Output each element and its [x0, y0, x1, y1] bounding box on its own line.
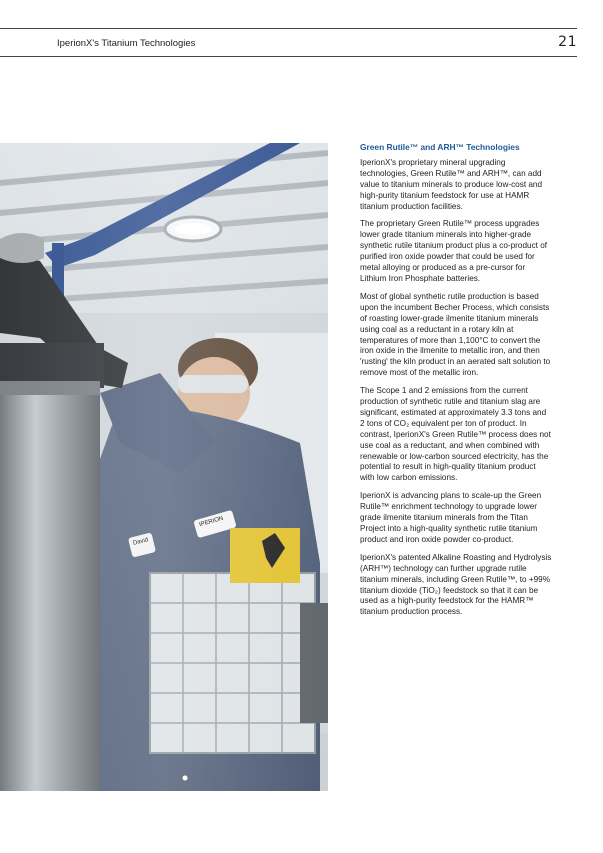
page-number: 21: [558, 34, 577, 50]
article-paragraph-2: The proprietary Green Rutile™ process upgrades lower grade titanium minerals into higher-grade synthetic rutile titanium product plus a co-product of purified iron oxide powder that could be used for metal alloying or produced as a pre-cursor for Lithium Iron Phosphate batteries.: [360, 219, 548, 283]
article-paragraph-6: IperionX's patented Alkaline Roasting and Hydrolysis (ARH™) technology can further upgrade rutile titanium minerals, including Green Rutile™, to +99% titanium dioxide (TiO₂) feedstock so that it can be used as a high-purity feedstock for the HAMR™ titanium production process.: [360, 552, 552, 617]
article-paragraph-1: IperionX's proprietary mineral upgrading technologies, Green Rutile™ and ARH™, can add value to titanium minerals to produce low-cost and high-purity titanium feedstock for use at HAMR titanium production facilities.: [360, 157, 543, 211]
equipment-tag-label: IPERION: [198, 515, 225, 529]
name-badge-label: David: [132, 537, 149, 547]
lab-photo: [0, 143, 328, 791]
running-header-title: IperionX's Titanium Technologies: [57, 38, 196, 49]
article-paragraph-3: Most of global synthetic rutile production is based upon the incumbent Becher Process, which consists of roasting lower-grade ilmenite titanium minerals using coal as a reductant in a rotary kiln at temperatures of more than 1,100°C to convert the iron oxide in the ilmenite to metallic iron, and then 'rusting' the kiln product in an aerated salt solution to remove most of the metallic iron.: [360, 291, 551, 378]
article-column: [360, 142, 552, 625]
article-heading: Green Rutile™ and ARH™ Technologies: [360, 142, 520, 152]
article-paragraph-4: The Scope 1 and 2 emissions from the current production of synthetic rutile and titanium slag are significant, estimated at approximately 3.3 tons and 2 tons of CO₂ equivalent per ton of product. In contrast, IperionX's Green Rutile™ process does not use coal as a reductant, and when combined with renewable or low-carbon sourced electricity, has the potential to result in high-quality titanium product with low carbon emissions.: [360, 386, 551, 483]
header-top-rule: [0, 28, 577, 29]
article-paragraph-5: IperionX is advancing plans to scale-up the Green Rutile™ enrichment technology to upgrade lower grade ilmenite titanium minerals from the Titan Project into a high-quality synthetic rutile titanium product and iron oxide powder co-product.: [360, 491, 542, 544]
header-bottom-rule: [0, 56, 577, 57]
